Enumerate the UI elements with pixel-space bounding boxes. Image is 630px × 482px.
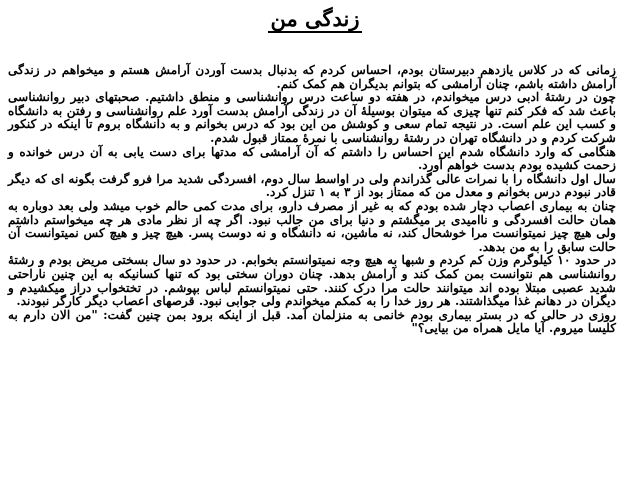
paragraph-4: سال اول دانشگاه را با نمرات عالی گذراندم ولی در اواسط سال دوم، افسردگی شدید مرا فرو گرفت بگونه ای که دیگر قادر نبودم درس بخوانم و معدل من که ممتاز بود از ۳ به ۱ تنزل کرد. [8,171,616,200]
paragraph-7: روزی در حالی که در بستر بیماری بودم خانمی به منزلمان آمد. قبل از اینکه برود بمن چنین گفت: "من الان دارم به کلیسا میروم. آیا مایل همراه من بیایی؟" [8,307,616,336]
paragraph-3: هنگامی که وارد دانشگاه شدم این احساس را داشتم که آن آرامشی که مدتها برای دست یابی به آن درس خوانده و زحمت کشیده بودم بدست خواهم آورد. [8,144,616,173]
paragraph-1: زمانی که در کلاس یازدهم دبیرستان بودم، احساس کردم که بدنبال بدست آوردن آرامش هستم و میخواهم در زندگی آرامش داشته باشم، چنان آرامشی که بتوانم بدیگران هم کمک کنم. [8,63,616,91]
document-title: زندگی من [270,6,360,31]
paragraph-2: چون در رشتهٔ ادبی درس میخواندم، در هفته دو ساعت درس روانشناسی و منطق داشتیم. صحبتهای دبیر روانشناسی باعث شد که فکر کنم تنها چیزی که میتوان بوسیلهٔ آن در زندگی آرامش بدست آورد علم روانشناسی و رفتن به دانشگاه و کسب این علم است. در نتیجه تمام سعی و کوشش من این بود که درس بخوانم و به دانشگاه بروم تا اینکه در کنکور شرکت کردم و در دانشگاه تهران در رشتهٔ روانشناسی با نمرهٔ ممتاز قبول شدم. [8,90,616,145]
document-body [8,64,616,336]
paragraph-5: چنان به بیماری اعصاب دچار شده بودم که به غیر از مصرف دارو، برای مدت کمی حالم خوب میشد ولی بعد دوباره به همان حالت افسردگی و ناامیدی بر میگشتم و دنیا برای من جالب نبود. اگر چه از نظر مادی هر چه میخواستم داشتم ولی هیچ چیز نمیتوانست مرا خوشحال کند، نه ماشین، نه دانشگاه و نه دوست پسر. هیچ چیز و هیچ کس نمیتوانست آن حالت سابق را به من بدهد. [8,198,616,254]
document-title-wrapper [0,4,630,34]
paragraph-6: در حدود ۱۰ کیلوگرم وزن کم کردم و شبها به هیچ وجه نمیتوانستم بخوابم. در حدود دو سال بسختی مریض بودم و رشتهٔ روانشناسی هم نتوانست بمن کمک کند و آرامش بدهد. چنان دوران سختی بود که تنها کسانیکه به این چنین ناراحتی شدید عصبی مبتلا بوده اند میتوانند حالت مرا درک کنند. حتی نمیتوانستم لباس بپوشم. در تختخواب دراز میکشیدم و دیگران در دهانم غذا میگذاشتند. هر روز خدا را به کمکم میخواندم ولی جوابی نبود. قرصهای اعصاب دیگر کارگر نبودند. [8,253,616,309]
